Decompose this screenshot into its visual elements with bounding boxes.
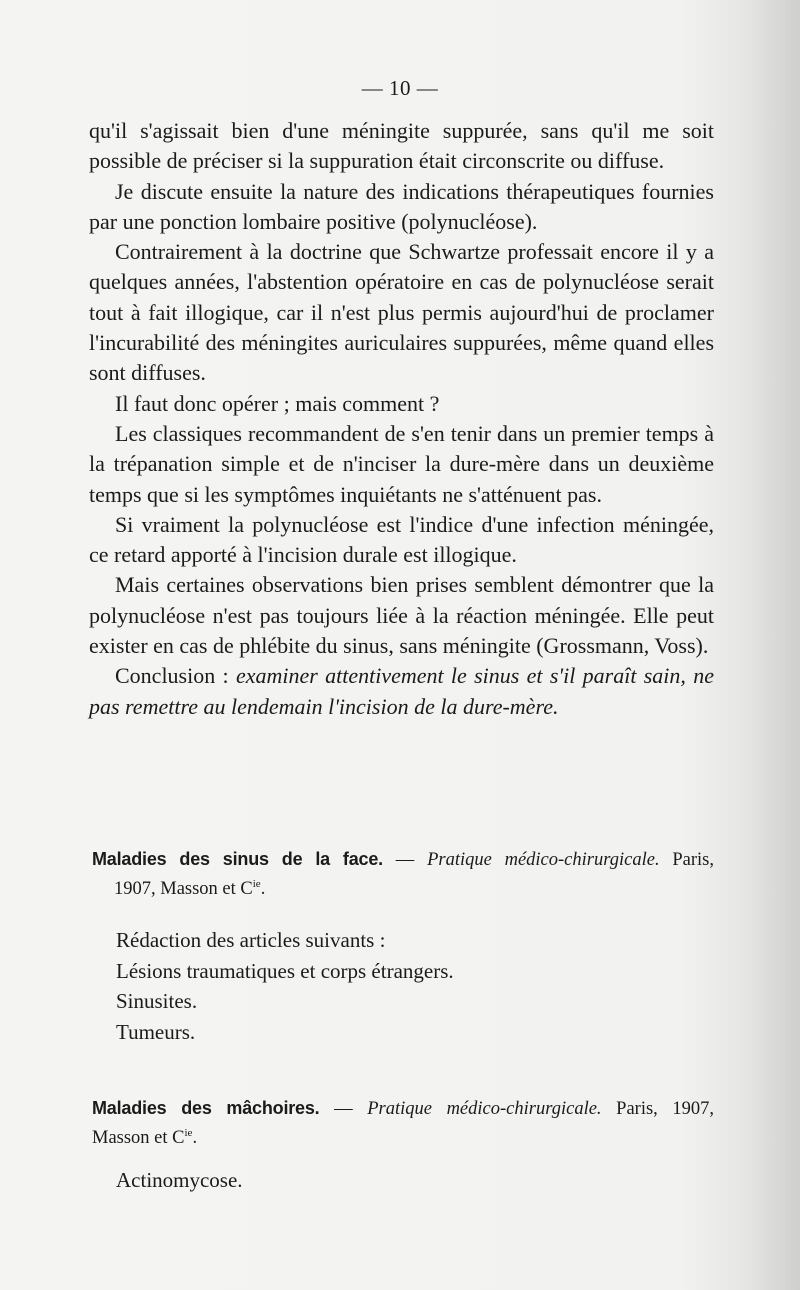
list-item: Actinomycose.	[116, 1168, 243, 1192]
main-text	[89, 116, 714, 722]
paragraph: Mais certaines observations bien prises semblent démontrer que la polynucléose n'est pas toujours liée à la réaction méningée. Elle peut exister en cas de phlébite du sinus, sans méningite (Grossmann, Voss).	[89, 572, 714, 659]
entry-title: Maladies des sinus de la face.	[92, 849, 383, 869]
entry-end: .	[260, 879, 266, 899]
entry-publisher: 1907, Masson et C	[114, 879, 253, 899]
list-item: Tumeurs.	[116, 1019, 196, 1044]
entry-end: .	[192, 1128, 198, 1148]
entry-subitems	[116, 1165, 716, 1196]
entry-source: Pratique médico-chirurgicale.	[367, 1099, 602, 1119]
paragraph: Contrairement à la doctrine que Schwartze professait encore il y a quelques années, l'abstention opératoire en cas de polynucléose serait tout à fait illogique, car il n'est plus permis aujourd'hui de proclamer l'incurabilité des méningites auriculaires suppurées, même quand elles sont diffuses.	[89, 239, 714, 386]
conclusion-text: examiner attentivement le sinus et s'il paraît sain, ne pas remettre au lendemain l'incision de la dure-mère.	[89, 663, 714, 719]
list-item: Rédaction des articles suivants :	[116, 928, 386, 952]
bibliography-entry	[92, 1094, 714, 1153]
list-item: Sinusites.	[116, 989, 198, 1013]
entry-place: Paris,	[659, 850, 714, 870]
entry-publisher-sup: ie	[184, 1126, 193, 1139]
list-item: Lésions traumatiques et corps étrangers.	[116, 958, 454, 983]
conclusion-lead: Conclusion :	[115, 663, 236, 689]
entry-publisher-sup: ie	[252, 877, 261, 890]
entry-dash: —	[382, 850, 428, 870]
paragraph: Si vraiment la polynucléose est l'indice d'une infection méningée, ce retard apporté à l'incision durale est illogique.	[89, 511, 714, 568]
entry-dash: —	[319, 1099, 368, 1119]
paragraph: qu'il s'agissait bien d'une méningite suppurée, sans qu'il me soit possible de préciser si la suppuration était circonscrite ou diffuse.	[89, 118, 714, 174]
entry-title: Maladies des mâchoires.	[92, 1098, 320, 1118]
paragraph: Je discute ensuite la nature des indications thérapeutiques fournies par une ponction lombaire positive (polynucléose).	[89, 178, 714, 234]
entry-place: Paris, 1907,	[601, 1099, 715, 1119]
bibliography-entry	[92, 845, 714, 904]
entry-subitems	[116, 925, 716, 1047]
entry-publisher: Masson et C	[92, 1128, 185, 1148]
paragraph: Il faut donc opérer ; mais comment ?	[115, 390, 440, 416]
page-number: — 10 —	[361, 76, 439, 100]
conclusion-paragraph	[89, 661, 714, 722]
paragraph: Les classiques recommandent de s'en tenir dans un premier temps à la trépanation simple et de n'inciser la dure-mère dans un deuxième temps que si les symptômes inquiétants ne s'atténuent pas.	[89, 420, 714, 507]
entry-source: Pratique médico-chirurgicale.	[427, 850, 660, 870]
